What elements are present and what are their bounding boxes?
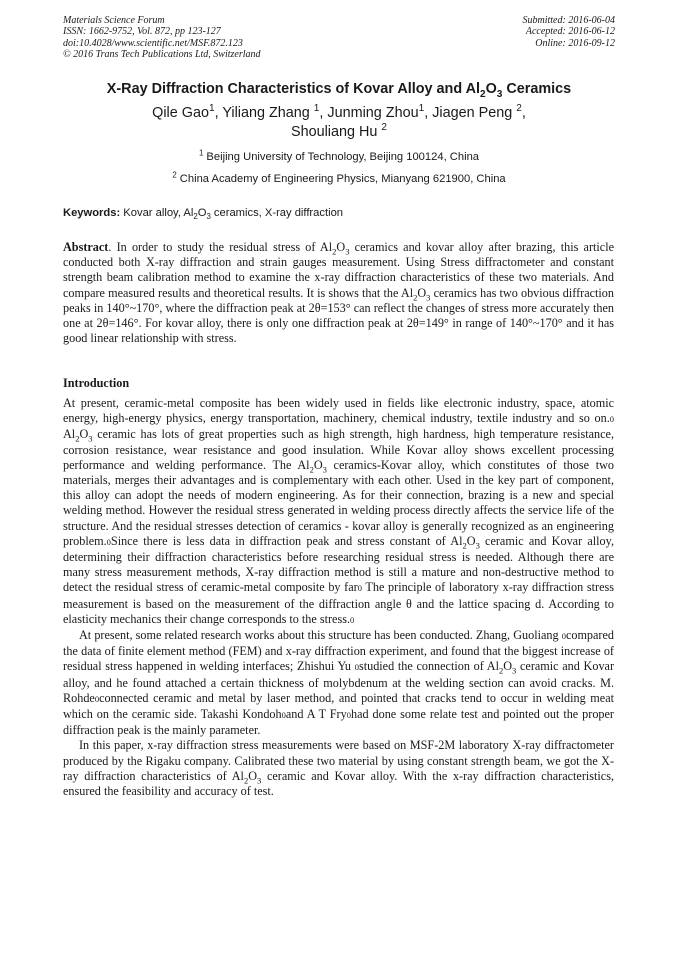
author: Junming Zhou: [327, 105, 419, 121]
author: Shouliang Hu: [290, 124, 382, 140]
journal-copyright: © 2016 Trans Tech Publications Ltd, Switzerland: [63, 49, 261, 61]
keywords: Keywords: Kovar alloy, $Al_2O_3$ ceramics, X-ray diffraction: [63, 207, 344, 222]
date-online: Online: 2016-09-12: [535, 37, 615, 49]
introduction-body: [63, 396, 614, 799]
author-list: Qile Gao$^1$, Yiliang Zhang $^1$, Junming Zhou$^1$, Jiagen Peng $^2$, Shouliang Hu $^2$: [152, 103, 526, 140]
publication-dates: [523, 15, 616, 49]
affiliation-2: $^2$ China Academy of Engineering Physics, Mianyang 621900, China: [172, 170, 506, 185]
journal-info: [63, 15, 261, 61]
author: Qile Gao: [152, 105, 209, 121]
journal-doi: doi:10.4028/www.scientific.net/MSF.872.123: [63, 37, 243, 49]
date-submitted: Submitted: 2016-06-04: [522, 15, 615, 26]
paragraph: In this paper, x-ray diffraction stress measurements were based on MSF-2M laboratory X-ray diffractometer produced by the Rigaku company. Calibrated these two material by using constant strength beam, we got the X-ray diffraction characteristics of $Al_2O_3$ ceramic and Kovar alloy. With the x-ray diffraction characteristics, ensured the feasibility and accuracy of test.: [63, 738, 615, 799]
abstract: Abstract. In order to study the residual stress of $Al_2O_3$ ceramics and kovar alloy after brazing, this article conducted both X-ray diffraction and strain gauges measurement. Using Stress diffractometer and constant strength beam calibration method to examine the x-ray diffraction characteristics of these two materials. And compare measured results and theoretical results. It is shows that the $Al_2O_3$ ceramics has two obvious diffraction peaks in 140°~170°, where the diffraction peak at 2θ=153° can reflect the changes of stress more accurately then one at 2θ=146°. For kovar alloy, there is only one diffraction peak at 2θ=149° in range of 140°~170° and it has good linear relationship with stress.: [63, 240, 614, 346]
author: Yiliang Zhang: [222, 105, 314, 121]
journal-issn: ISSN: 1662-9752, Vol. 872, pp 123-127: [63, 26, 221, 38]
date-accepted: Accepted: 2016-06-12: [525, 26, 615, 38]
paper-title: X-Ray Diffraction Characteristics of Kovar Alloy and $Al_2O_3$ Ceramics: [106, 81, 572, 100]
paragraph: At present, ceramic-metal composite has been widely used in fields like electronic industry, space, atomic energy, high-energy physics, energy transportation, machinery, chemical industry, textile industry and so on.0 $Al_2O_3$ ceramic has lots of great properties such as high strength, high hardness, high temperature resistance, corrosion resistance, wear resistance and good insulation. While Kovar alloy shows excellent processing performance and welding performance. The $Al_2O_3$ ceramics-Kovar alloy, which constitutes of those two materials, merges their advantages and is complementary with each other. Used in the key part of component, this alloy can adopt the needs of modern engineering. As for their connection, brazing is a new and special welding method. However the residual stress generated in welding process directly affects the service life of the structure. And the residual stresses detection of ceramics - kovar alloy is generally recognized as an engineering problem.0Since there is less data in diffraction peak and stress constant of $Al_2O_3$ ceramic and Kovar alloy, determining their diffraction characteristics before researching residual stress is needed. Although there are many stress measurement methods, X-ray diffraction method is still a mature and non-destructive method to detect the residual stress of ceramic-metal composite by far0 The principle of laboratory x-ray diffraction stress measurement is based on the measurement of the diffraction angle θ and the lattice spacing d. According to elasticity mechanics their change corresponds to the stress.0: [63, 396, 614, 626]
journal-name: Materials Science Forum: [63, 15, 165, 26]
section-heading-introduction: Introduction: [63, 376, 130, 390]
affiliation-1: $^1$ Beijing University of Technology, Beijing 100124, China: [198, 148, 480, 163]
author: Jiagen Peng: [432, 105, 517, 121]
paragraph: At present, some related research works about this structure has been conducted. Zhang, Guoliang 0compared the data of finite element method (FEM) and x-ray diffraction experiment, and found that the biggest increase of residual stress happened in welding interfaces; Zhishui Yu 0studied the connection of $Al_2O_3$ ceramic and Kovar alloy, and he found attached a certain thickness of molybdenum at the welding section can avoid cracks. M. Rohde0connected ceramic and metal by laser method, and pointed that cracks tend to occur in welding meat which on the ceramic side. Takashi Kondoh0and A T Fry0had done some relate test and pointed out the proper diffraction peak is the mainly parameter.: [63, 628, 615, 738]
